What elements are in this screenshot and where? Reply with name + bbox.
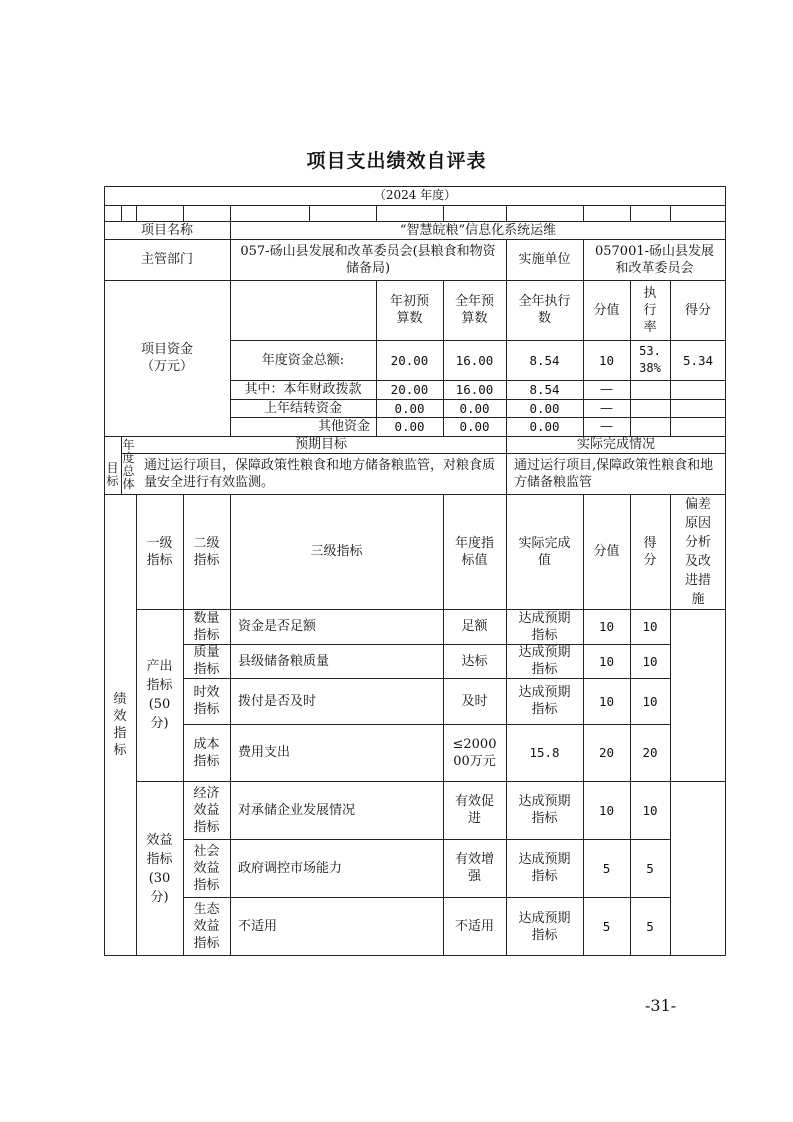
target-cell: ≤200000万元 <box>452 736 497 769</box>
target-cell: 达标 <box>461 653 488 669</box>
header-level2: 二级指标 <box>193 535 220 568</box>
header-actual: 实际完成值 <box>518 535 571 568</box>
score-cell: 10 <box>642 653 658 669</box>
target-cell: 足额 <box>461 619 488 634</box>
header-target: 年度指标值 <box>454 535 494 568</box>
target-cell: 及时 <box>461 693 488 709</box>
level3-cell: 拨付是否及时 <box>238 693 317 709</box>
funds-header-annual: 全年预算数 <box>454 294 494 326</box>
fund-row-label: 其他资金 <box>317 419 370 434</box>
actual-cell: 达成预期指标 <box>518 645 571 677</box>
fund-row-label: 其中：本年财政拨款 <box>244 382 362 397</box>
score-value-cell: 20 <box>598 745 615 760</box>
fund-initial: 0.00 <box>394 419 425 434</box>
actual-cell: 达成预期指标 <box>518 794 571 826</box>
fund-annual: 0.00 <box>459 400 490 416</box>
target-cell: 有效促进 <box>454 794 494 826</box>
level3-cell: 资金是否足额 <box>238 619 317 634</box>
score-cell: 10 <box>642 802 658 818</box>
fund-row-label: 年度资金总额: <box>261 352 345 368</box>
page-number: -31- <box>645 996 677 1015</box>
actual-cell: 15.8 <box>529 745 560 760</box>
impl-unit-value: 057001-砀山县发展和改革委员会 <box>594 243 715 276</box>
indicators-label: 绩效指标 <box>113 692 127 758</box>
score-cell: 5 <box>646 919 654 934</box>
score-value-cell: 5 <box>602 860 611 876</box>
header-level3: 三级指标 <box>310 544 363 559</box>
score-value-cell: 10 <box>598 802 615 818</box>
header-score-value: 分值 <box>593 544 620 559</box>
annual-overall-label: 年度总体 <box>122 438 135 491</box>
funds-header-score: 得分 <box>684 302 711 318</box>
actual-cell: 达成预期指标 <box>518 685 571 717</box>
year-label: （2024 年度） <box>373 188 457 202</box>
fund-annual: 16.00 <box>455 352 494 368</box>
fund-score-value: — <box>600 382 613 397</box>
level2-cell: 生态效益指标 <box>193 902 220 951</box>
project-name-label: 项目名称 <box>140 222 193 238</box>
evaluation-table <box>104 186 726 956</box>
funds-header-rate: 执行率 <box>643 285 657 335</box>
score-cell: 10 <box>642 619 658 634</box>
fund-initial: 20.00 <box>390 352 429 368</box>
expected-goal-text: 通过运行项目，保障政策性粮食和地方储备粮监管，对粮食质量安全进行有效监测。 <box>144 457 496 490</box>
score-value-cell: 5 <box>602 919 611 934</box>
score-cell: 5 <box>646 860 654 876</box>
score-value-cell: 10 <box>598 653 615 669</box>
fund-annual: 16.00 <box>455 382 494 397</box>
actual-cell: 达成预期指标 <box>518 852 571 884</box>
target-cell: 不适用 <box>454 919 494 934</box>
level3-cell: 不适用 <box>238 919 278 934</box>
level3-cell: 县级储备粮质量 <box>238 653 330 669</box>
level2-cell: 成本指标 <box>193 736 220 769</box>
fund-score: 5.34 <box>682 352 714 368</box>
level3-cell: 政府调控市场能力 <box>238 860 343 876</box>
score-cell: 20 <box>642 745 658 760</box>
expected-goal-header: 预期目标 <box>294 437 347 452</box>
level3-cell: 费用支出 <box>238 745 291 760</box>
level2-cell: 社会效益指标 <box>193 843 220 893</box>
fund-executed: 8.54 <box>529 382 560 397</box>
impl-unit-label: 实施单位 <box>518 252 571 267</box>
level2-cell: 经济效益指标 <box>193 785 220 835</box>
funds-header-initial: 年初预算数 <box>389 294 429 326</box>
level2-cell: 数量指标 <box>193 610 220 643</box>
target-cell: 有效增强 <box>454 852 494 884</box>
fund-score-value: — <box>600 400 613 416</box>
actual-completion-header: 实际完成情况 <box>576 437 655 452</box>
page-title: 项目支出绩效自评表 <box>306 150 487 172</box>
fund-score-value: — <box>600 419 613 434</box>
dept-value: 057-砀山县发展和改革委员会(县粮食和物资储备局) <box>240 243 496 276</box>
fund-executed: 0.00 <box>529 400 560 416</box>
fund-score-value: 10 <box>598 352 615 368</box>
funds-header-score-value: 分值 <box>593 302 620 318</box>
fund-annual: 0.00 <box>459 419 490 434</box>
funds-label: 项目资金（万元） <box>140 342 193 374</box>
header-level1: 一级指标 <box>146 535 173 568</box>
actual-cell: 达成预期指标 <box>518 910 571 943</box>
goal-label: 目标 <box>106 461 119 488</box>
project-name-value: “智慧皖粮”信息化系统运维 <box>399 222 557 238</box>
actual-completion-text: 通过运行项目,保障政策性粮食和地方储备粮监管 <box>514 457 714 490</box>
fund-executed: 0.00 <box>529 419 560 434</box>
funds-header-executed: 全年执行数 <box>518 294 571 326</box>
fund-initial: 20.00 <box>390 382 429 397</box>
score-value-cell: 10 <box>598 693 615 709</box>
header-deviation: 偏差原因分析及改进措施 <box>684 496 711 607</box>
level1-benefit: 效益指标(30分) <box>146 832 173 905</box>
level3-cell: 对承储企业发展情况 <box>238 802 356 818</box>
score-cell: 10 <box>642 693 658 709</box>
level1-output: 产出指标(50分) <box>146 659 173 731</box>
score-value-cell: 10 <box>598 619 615 634</box>
level2-cell: 时效指标 <box>193 685 220 717</box>
dept-label: 主管部门 <box>140 252 193 267</box>
level2-cell: 质量指标 <box>193 645 220 677</box>
header-score: 得分 <box>643 535 657 568</box>
fund-executed: 8.54 <box>529 352 560 368</box>
fund-rate: 53.38% <box>639 344 661 375</box>
fund-initial: 0.00 <box>394 400 425 416</box>
actual-cell: 达成预期指标 <box>518 610 571 643</box>
fund-row-label: 上年结转资金 <box>263 400 342 416</box>
